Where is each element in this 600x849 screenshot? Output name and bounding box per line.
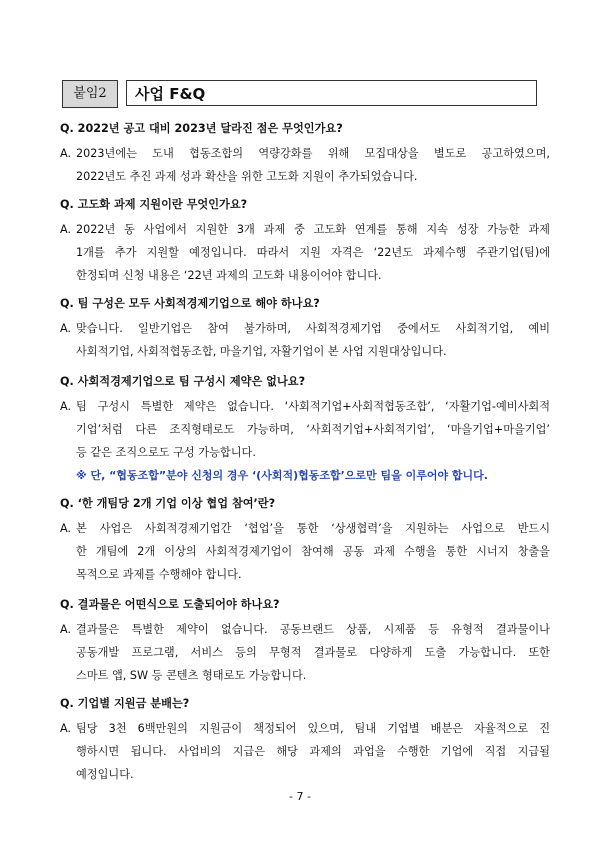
faq-item <box>60 296 550 363</box>
faq-answer <box>60 317 550 363</box>
section-header <box>62 80 539 108</box>
answer-line: 팀당 3천 6백만원의 지원금이 책정되어 있으며, 팀내 기업별 배분은 자율적으로 진 <box>76 722 550 735</box>
answer-line: 등 같은 조직으로도 구성 가능합니다. <box>76 446 256 459</box>
answer-mark: A. <box>60 623 72 636</box>
faq-question: Q. 결과물은 어떤식으로 도출되어야 하나요? <box>60 598 280 611</box>
answer-mark: A. <box>60 223 72 236</box>
faq-answer <box>60 395 550 464</box>
answer-line: 결과물은 특별한 제약이 없습니다. 공동브랜드 상품, 시제품 등 유형적 결과물이나 <box>76 623 550 636</box>
faq-answer <box>60 142 550 188</box>
answer-line: 한정되며 신청 내용은 ‘22년 과제의 고도화 내용이어야 합니다. <box>76 269 382 282</box>
faq-question: Q. 기업별 지원금 분배는? <box>60 697 190 710</box>
answer-line: 사회적기업, 사회적협동조합, 마을기업, 자활기업이 본 사업 지원대상입니다. <box>76 345 447 358</box>
answer-mark: A. <box>60 322 72 335</box>
answer-line: 본 사업은 사회적경제기업간 ‘협업’을 통한 ‘상생협력’을 지원하는 사업으로 반드시 <box>76 522 550 535</box>
answer-mark: A. <box>60 522 72 535</box>
answer-line: 팀 구성시 특별한 제약은 없습니다. ‘사회적기업+사회적협동조합’, ‘자활기업-예비사회적 <box>76 400 550 413</box>
answer-line: 2022년 동 사업에서 지원한 3개 과제 중 고도화 연계를 통해 지속 성장 가능한 과제 <box>76 223 550 236</box>
page-number: - 7 - <box>289 790 311 803</box>
answer-line: 기업’처럼 다른 조직형태로도 가능하며, ‘사회적기업+사회적기업’, ‘마을기업+마을기업’ <box>76 423 550 436</box>
answer-line: 예정입니다. <box>76 768 134 781</box>
answer-line: 2023년에는 도내 협동조합의 역량강화를 위해 모집대상을 별도로 공고하였으며, <box>76 147 550 160</box>
answer-line: 목적으로 과제를 수행해야 합니다. <box>76 568 242 581</box>
faq-item <box>60 696 550 786</box>
answer-line: 스마트 앱, SW 등 콘텐츠 형태로도 가능합니다. <box>76 669 307 682</box>
faq-item <box>60 597 550 687</box>
answer-line: 맞습니다. 일반기업은 참여 불가하며, 사회적경제기업 중에서도 사회적기업, 예비 <box>76 322 550 335</box>
answer-mark: A. <box>60 400 72 413</box>
faq-note: ※ 단, “협동조합”분야 신청의 경우 ‘(사회적)협동조합’으로만 팀을 이루어야 합니다. <box>76 469 488 482</box>
faq-answer <box>60 717 550 786</box>
answer-mark: A. <box>60 147 72 160</box>
faq-question: Q. 팀 구성은 모두 사회적경제기업으로 해야 하나요? <box>60 297 320 310</box>
section-title: 사업 F&Q <box>126 80 537 106</box>
faq-question: Q. 2022년 공고 대비 2023년 달라진 점은 무엇인가요? <box>60 122 343 135</box>
faq-item <box>60 496 550 586</box>
faq-item <box>60 121 550 188</box>
answer-line: 1개를 추가 지원할 예정입니다. 따라서 지원 자격은 ‘22년도 과제수행 주관기업(팀)에 <box>76 246 550 259</box>
faq-item <box>60 374 550 487</box>
faq-item <box>60 197 550 287</box>
answer-line: 한 개팀에 2개 이상의 사회적경제기업이 참여해 공동 과제 수행을 통한 시너지 창출을 <box>76 545 550 558</box>
faq-question: Q. 고도화 과제 지원이란 무엇인가요? <box>60 198 248 211</box>
answer-mark: A. <box>60 722 72 735</box>
answer-line: 공동개발 프로그램, 서비스 등의 무형적 결과물로 다양하게 도출 가능합니다. 또한 <box>76 646 550 659</box>
attachment-tag: 붙임2 <box>62 80 118 108</box>
answer-line: 행하시면 됩니다. 사업비의 지급은 해당 과제의 과업을 수행한 기업에 직접 지급될 <box>76 745 550 758</box>
answer-line: 2022년도 추진 과제 성과 확산을 위한 고도화 지원이 추가되었습니다. <box>76 170 418 183</box>
faq-question: Q. ‘한 개팀당 2개 기업 이상 협업 참여’란? <box>60 497 276 510</box>
faq-question: Q. 사회적경제기업으로 팀 구성시 제약은 없나요? <box>60 375 306 388</box>
faq-answer <box>60 517 550 586</box>
faq-answer <box>60 618 550 687</box>
faq-answer <box>60 218 550 287</box>
